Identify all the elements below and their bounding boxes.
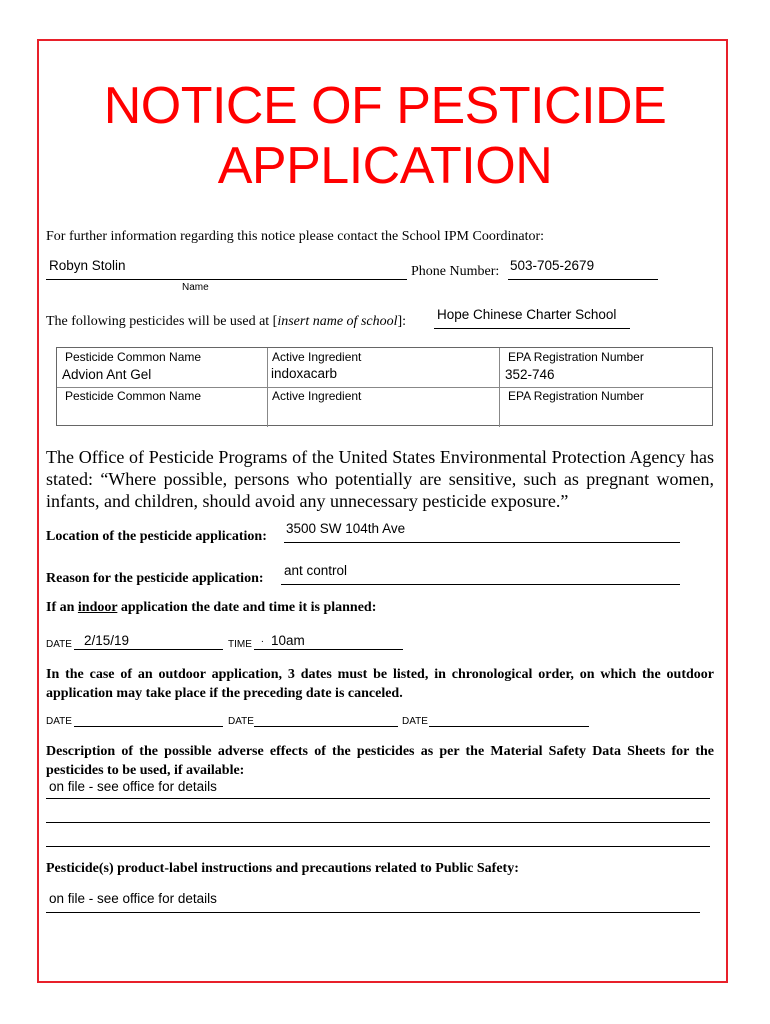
indoor-date-underline <box>74 649 223 650</box>
label-instructions-heading: Pesticide(s) product-label instructions and precautions related to Public Safety: <box>46 861 519 876</box>
pesticide-table <box>56 347 713 426</box>
outdoor-date-label-1: DATE <box>46 716 72 727</box>
outdoor-heading: In the case of an outdoor application, 3 dates must be listed, in chronological order, on which the outdoor application may take place if the preceding date is canceled. <box>46 667 714 701</box>
table-cell <box>267 388 499 427</box>
phone-underline <box>508 279 658 280</box>
location-underline <box>284 542 680 543</box>
column-header-epa: EPA Registration Number <box>508 389 644 403</box>
column-header-name: Pesticide Common Name <box>65 350 202 364</box>
indoor-time-label: TIME <box>228 639 252 650</box>
indoor-time-field[interactable]: 10am <box>271 633 305 648</box>
label-instructions-field[interactable]: on file - see office for details <box>49 891 217 906</box>
indoor-date-field[interactable]: 2/15/19 <box>84 633 130 648</box>
page-title-line1: NOTICE OF PESTICIDE <box>103 77 667 135</box>
table-cell <box>499 388 714 427</box>
table-cell <box>57 348 267 387</box>
indoor-date-label: DATE <box>46 639 72 650</box>
time-mark: . <box>261 634 264 645</box>
page-title-line2: APPLICATION <box>217 137 553 195</box>
location-field[interactable]: 3500 SW 104th Ave <box>286 521 406 536</box>
column-header-epa: EPA Registration Number <box>508 350 644 364</box>
outdoor-date-field-2[interactable] <box>254 726 398 727</box>
phone-number-field[interactable]: 503-705-2679 <box>510 258 595 273</box>
indoor-heading: If an indoor application the date and time it is planned: <box>46 600 377 615</box>
table-row <box>57 387 712 427</box>
outdoor-date-field-1[interactable] <box>74 726 223 727</box>
school-label: The following pesticides will be used at [insert name of school]: <box>46 314 407 329</box>
adverse-effects-heading: Description of the possible adverse effects of the pesticides as per the Material Safety Data Sheets for the pesticides to be used, if available: <box>46 744 714 778</box>
reason-underline <box>281 584 680 585</box>
outdoor-date-label-3: DATE <box>402 716 428 727</box>
reason-label: Reason for the pesticide application: <box>46 571 264 586</box>
contact-intro: For further information regarding this notice please contact the School IPM Coordinator: <box>46 229 545 244</box>
name-underline <box>46 279 407 280</box>
phone-label: Phone Number: <box>411 264 500 279</box>
school-underline <box>434 328 630 329</box>
outdoor-date-label-2: DATE <box>228 716 254 727</box>
column-header-name: Pesticide Common Name <box>65 389 202 403</box>
location-label: Location of the pesticide application: <box>46 529 267 544</box>
pesticide-name-field[interactable]: Advion Ant Gel <box>62 367 152 382</box>
active-ingredient-field[interactable]: indoxacarb <box>271 366 338 381</box>
indoor-time-underline <box>254 649 403 650</box>
outdoor-date-field-3[interactable] <box>429 726 589 727</box>
school-name-field[interactable]: Hope Chinese Charter School <box>437 307 617 322</box>
table-cell <box>267 348 499 387</box>
adverse-line-1 <box>46 798 710 799</box>
name-label: Name <box>182 282 209 293</box>
coordinator-name-field[interactable]: Robyn Stolin <box>49 258 126 273</box>
epa-statement: The Office of Pesticide Programs of the United States Environmental Protection Agency has stated: “Where possible, persons who potentially are sensitive, such as pregnant women, infants, and children, should avoid any unnecessary pesticide exposure.” <box>46 447 714 511</box>
table-row <box>57 348 712 387</box>
label-instructions-underline <box>46 912 700 913</box>
column-header-ingredient: Active Ingredient <box>272 350 362 364</box>
table-cell <box>499 348 714 387</box>
adverse-line-2 <box>46 822 710 823</box>
column-header-ingredient: Active Ingredient <box>272 389 362 403</box>
reason-field[interactable]: ant control <box>284 563 348 578</box>
adverse-line-3 <box>46 846 710 847</box>
epa-number-field[interactable]: 352-746 <box>505 367 555 382</box>
adverse-effects-field[interactable]: on file - see office for details <box>49 779 217 794</box>
table-cell <box>57 388 267 427</box>
